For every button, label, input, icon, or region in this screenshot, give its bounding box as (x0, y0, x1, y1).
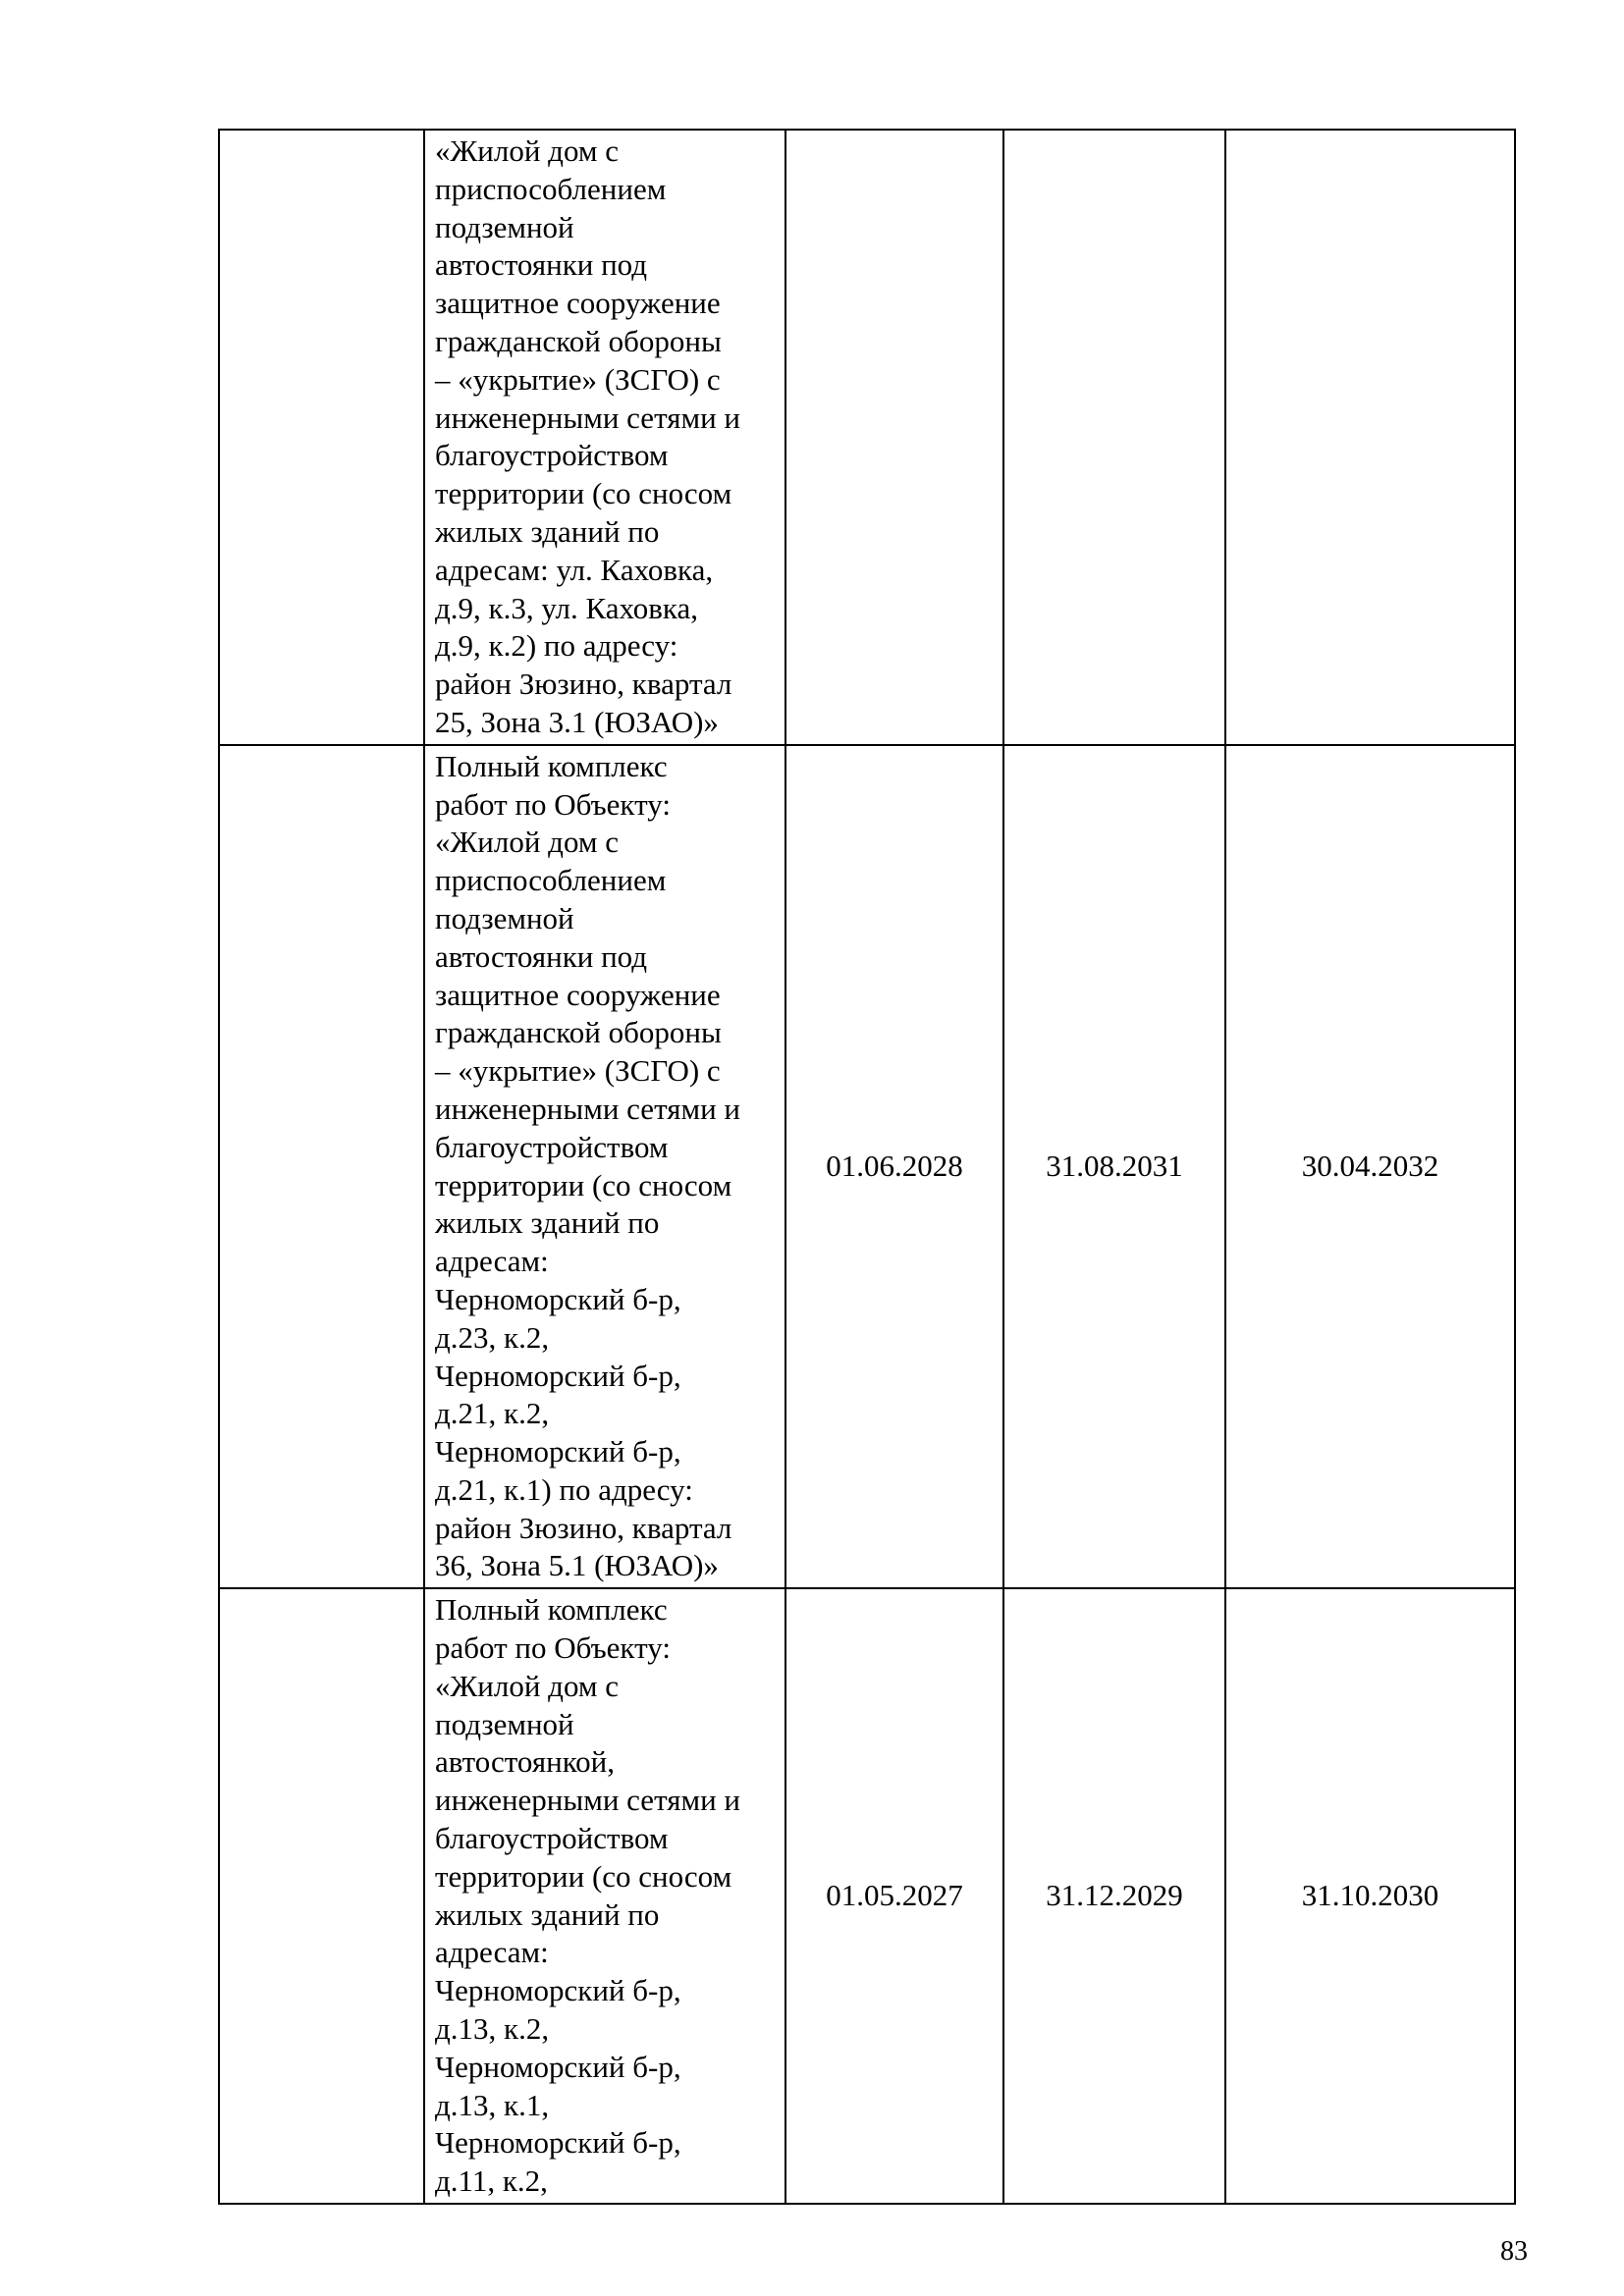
description-line: приспособлением (435, 171, 667, 206)
description-line: адресам: ул. Каховка, (435, 552, 714, 587)
commissioning-date-cell: 31.10.2030 (1225, 1588, 1515, 2204)
description-line: инженерными сетями и (435, 1091, 741, 1126)
description-line: благоустройством (435, 438, 669, 473)
object-description-cell (424, 130, 785, 745)
table-row (219, 745, 1515, 1589)
description-line: автостоянки под (435, 247, 648, 283)
page-number: 83 (1500, 2236, 1528, 2267)
description-line: автостоянки под (435, 938, 648, 974)
description-line: благоустройством (435, 1129, 669, 1164)
description-line: район Зюзино, квартал (435, 667, 732, 702)
description-line: д.23, к.2, (435, 1319, 550, 1355)
description-line: д.9, к.3, ул. Каховка, (435, 590, 699, 625)
description-line: «Жилой дом с (435, 1668, 619, 1703)
description-line: район Зюзино, квартал (435, 1510, 732, 1545)
table-row (219, 130, 1515, 745)
description-line: д.13, к.1, (435, 2087, 550, 2122)
commissioning-date-cell (1225, 130, 1515, 745)
description-line: Полный комплекс (435, 1592, 668, 1628)
description-line: территории (со сносом (435, 1167, 732, 1202)
description-line: – «укрытие» (ЗСГО) с (435, 361, 721, 397)
description-line: «Жилой дом с (435, 133, 619, 168)
description-line: работ по Объекту: (435, 786, 671, 822)
completion-date-cell (1003, 130, 1225, 745)
description-line: подземной (435, 209, 574, 244)
description-line: работ по Объекту: (435, 1630, 671, 1666)
description-line: автостоянкой, (435, 1744, 616, 1780)
commissioning-date-cell: 30.04.2032 (1225, 745, 1515, 1589)
description-line: жилых зданий по (435, 1896, 660, 1932)
description-line: жилых зданий по (435, 1205, 660, 1241)
description-line: «Жилой дом с (435, 825, 619, 860)
description-line: инженерными сетями и (435, 1783, 741, 1818)
description-line: адресам: (435, 1244, 549, 1279)
description-line: д.13, к.2, (435, 2011, 550, 2047)
description-line: инженерными сетями и (435, 400, 741, 435)
description-line: Черноморский б-р, (435, 2125, 681, 2161)
description-line: адресам: (435, 1935, 549, 1970)
table-row (219, 1588, 1515, 2204)
number-cell (219, 130, 424, 745)
description-line: д.11, к.2, (435, 2163, 548, 2199)
object-description-cell (424, 745, 785, 1589)
description-line: д.21, к.1) по адресу: (435, 1471, 693, 1507)
description-line: Полный комплекс (435, 748, 668, 783)
description-line: – «укрытие» (ЗСГО) с (435, 1053, 721, 1089)
description-line: приспособлением (435, 863, 667, 898)
description-line: 25, Зона 3.1 (ЮЗАО)» (435, 704, 719, 739)
description-line: Черноморский б-р, (435, 1358, 681, 1393)
completion-date-cell: 31.12.2029 (1003, 1588, 1225, 2204)
description-line: 36, Зона 5.1 (ЮЗАО)» (435, 1548, 719, 1583)
schedule-table (218, 129, 1516, 2205)
description-line: жилых зданий по (435, 513, 660, 549)
description-line: гражданской обороны (435, 323, 722, 358)
description-line: территории (со сносом (435, 476, 732, 511)
description-line: гражданской обороны (435, 1015, 722, 1050)
object-description-cell (424, 1588, 785, 2204)
description-line: Черноморский б-р, (435, 2049, 681, 2084)
description-line: Черноморский б-р, (435, 1973, 681, 2008)
description-line: территории (со сносом (435, 1858, 732, 1894)
start-date-cell: 01.06.2028 (785, 745, 1003, 1589)
description-line: подземной (435, 1706, 574, 1741)
description-line: защитное сооружение (435, 286, 721, 321)
description-line: д.21, к.2, (435, 1396, 550, 1431)
start-date-cell (785, 130, 1003, 745)
completion-date-cell: 31.08.2031 (1003, 745, 1225, 1589)
description-line: Черноморский б-р, (435, 1434, 681, 1469)
start-date-cell: 01.05.2027 (785, 1588, 1003, 2204)
description-line: защитное сооружение (435, 977, 721, 1012)
description-line: подземной (435, 900, 574, 935)
number-cell (219, 745, 424, 1589)
description-line: благоустройством (435, 1821, 669, 1856)
description-line: д.9, к.2) по адресу: (435, 628, 678, 664)
description-line: Черноморский б-р, (435, 1281, 681, 1316)
number-cell (219, 1588, 424, 2204)
